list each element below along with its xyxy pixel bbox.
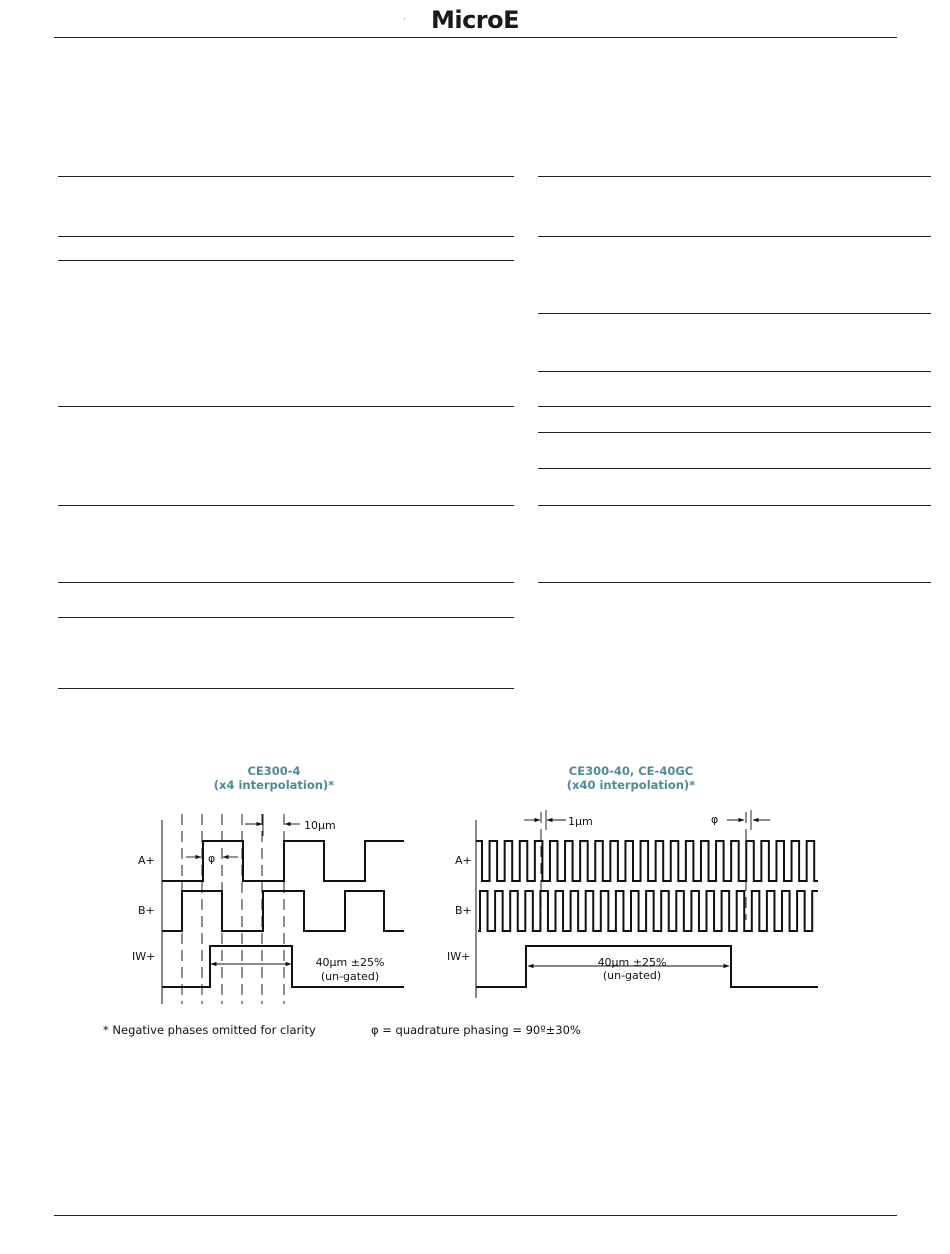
diagram-subtitle: (x40 interpolation)* <box>566 778 696 792</box>
timing-diagram-x40 <box>447 764 818 998</box>
waveform-a-plus <box>476 841 818 881</box>
phase-symbol: φ <box>711 813 719 826</box>
waveform-b-plus <box>162 891 404 931</box>
timing-diagram-x4 <box>132 764 404 1004</box>
signal-label-b-plus: B+ <box>138 904 155 917</box>
footnote-quadrature-phasing: φ = quadrature phasing = 90º±30% <box>371 1023 581 1037</box>
diagram-title: CE300-40, CE-40GC <box>568 764 694 778</box>
pitch-label: 1μm <box>568 815 593 828</box>
waveform-b-plus <box>478 891 818 931</box>
signal-label-iw-plus: IW+ <box>132 950 156 963</box>
footnote-negative-phases: * Negative phases omitted for clarity <box>103 1023 316 1037</box>
brand-logo: MicroE <box>430 6 520 34</box>
index-width-label: 40μm ±25% <box>315 956 385 969</box>
signal-label-iw-plus: IW+ <box>447 950 471 963</box>
phase-symbol: φ <box>208 852 216 865</box>
signal-label-a-plus: A+ <box>138 854 155 867</box>
diagram-subtitle: (x4 interpolation)* <box>213 778 335 792</box>
pitch-label: 10μm <box>304 819 336 832</box>
diagram-title: CE300-4 <box>247 764 301 778</box>
signal-label-a-plus: A+ <box>455 854 472 867</box>
index-width-note: (un-gated) <box>320 970 380 983</box>
index-width-label: 40μm ±25% <box>597 956 667 969</box>
waveform-a-plus <box>162 841 404 881</box>
signal-label-b-plus: B+ <box>455 904 472 917</box>
index-width-note: (un-gated) <box>602 969 662 982</box>
